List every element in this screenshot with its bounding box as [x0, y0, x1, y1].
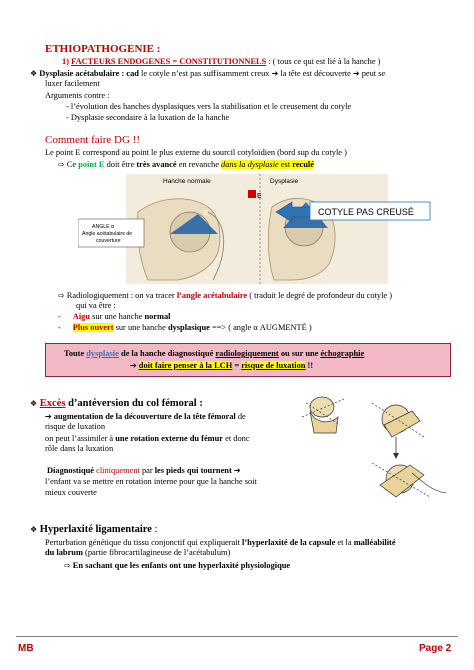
hyper-line1a: Perturbation génétique du tissu conjonctif qui expliquerait	[45, 538, 243, 547]
argument-item: - Dysplasie secondaire à la luxation de la hanche	[66, 113, 230, 122]
radio-plus-word: Plus ouvert	[72, 323, 114, 332]
arrow-right-icon: ➔	[271, 69, 279, 78]
box-g: doit faire penser à la LCH	[138, 361, 233, 370]
dysplasia-line	[30, 69, 385, 79]
factors-line	[62, 57, 380, 67]
cotyle-callout: COTYLE PAS CREUSÉ	[318, 207, 414, 217]
arrow-right-icon: ➔	[45, 412, 52, 421]
hyper-title	[30, 524, 157, 536]
hyper-line2	[45, 548, 230, 558]
hyper-line3	[64, 561, 290, 571]
diamond-bullet-icon: ❖	[30, 525, 38, 534]
factors-number: 1)	[62, 57, 69, 66]
femur-anteversion-figure	[300, 393, 450, 503]
dysplasia-term: Dysplasie acétabulaire :	[39, 69, 125, 78]
box-b: dysplasie	[86, 349, 119, 358]
dysplasia-label: Dysplasie	[270, 178, 299, 185]
hyper-colon: :	[151, 524, 158, 535]
antev-par: par	[139, 466, 155, 475]
dg-line2	[58, 160, 314, 170]
antev-line1-text: augmentation de la découverture de la tête fémoral	[51, 412, 236, 421]
dg-point-e: point E	[78, 160, 105, 169]
radio-aigu-word: Aigu	[72, 312, 91, 321]
footer-page-number: Page 2	[419, 643, 452, 654]
antev-line4: rôle dans la luxation	[45, 444, 114, 453]
box-line1	[64, 349, 364, 359]
diamond-bullet-icon: ❖	[30, 69, 38, 78]
antev-pieds: les pieds qui tournent	[154, 466, 232, 475]
radio-plus	[58, 323, 312, 333]
radio-arrow: ==> ( angle α AUGMENTÉ )	[209, 323, 312, 332]
footer-rule	[16, 636, 458, 637]
dg-mid: doit être	[104, 160, 137, 169]
box-i: risque de luxation	[241, 361, 306, 370]
antev-excess: Excès	[39, 398, 66, 409]
hyper-line1	[45, 538, 396, 548]
hyper-title-text: Hyperlaxité ligamentaire	[39, 524, 152, 535]
arrow-right-icon: ➔	[352, 69, 360, 78]
dg-mid2: en revanche	[176, 160, 222, 169]
box-f: échographie	[320, 349, 365, 358]
dg-est: est	[278, 160, 293, 169]
dg-line1: Le point E correspond au point le plus externe du sourcil cotyloïdien (bord sup du cotyle )	[45, 148, 347, 157]
radio-line2: qui va être :	[76, 301, 116, 310]
radio-plus-rest: sur une hanche	[113, 323, 168, 332]
outline-arrow-icon: ⇨	[58, 291, 65, 300]
radio-line1	[58, 291, 392, 301]
antev-line3c: et donc	[223, 434, 250, 443]
dg-dans: dans la dysplasie	[221, 160, 279, 169]
antev-line1	[45, 412, 246, 422]
factors-label: FACTEURS ENDOGENES = CONSTITUTIONNELS	[71, 57, 267, 66]
dysplasia-desc1: le cotyle n’est pas suffisamment creux	[138, 69, 272, 78]
antev-line2: risque de luxation	[45, 422, 106, 431]
arrow-right-icon: ➔	[233, 466, 241, 475]
box-line2	[130, 361, 313, 371]
box-a: Toute	[64, 349, 87, 358]
antev-line7: mieux couverte	[45, 488, 97, 497]
radio-normal: normal	[144, 312, 171, 321]
angle-box-line: ANGLE α	[92, 224, 115, 230]
antev-diag	[47, 466, 241, 476]
angle-box-line: Angle acétabulaire de	[82, 231, 133, 237]
footer-author: MB	[18, 643, 34, 654]
antev-line3	[45, 434, 250, 444]
radio-aigu-dash: -	[58, 312, 61, 321]
antev-diag-word: Diagnostiqué	[47, 466, 95, 475]
e-label-dysplasia: E	[257, 193, 262, 200]
hip-xray-figure	[78, 172, 448, 286]
dysplasia-cad: cad	[124, 69, 139, 78]
argument-item: - l’évolution des hanches dysplasiques vers la stabilisation et le creusement du cotyle	[66, 102, 352, 111]
antev-line6: l’enfant va se mettre en rotation interne pour que la hanche soit	[45, 477, 257, 486]
dysplasia-desc2: la tête est découverte	[278, 69, 353, 78]
normal-hip-label: Hanche normale	[163, 178, 211, 185]
hyper-line2a: du labrum	[45, 548, 83, 557]
e-label-normal: E	[204, 211, 209, 217]
hyper-line2b: (partie fibrocartilagineuse de l’acétabulum)	[82, 548, 231, 557]
antev-clin: cliniquement	[94, 466, 140, 475]
diamond-bullet-icon: ❖	[30, 399, 38, 408]
hyper-line3-text: En sachant que les enfants ont une hyperlaxité physiologique	[70, 561, 291, 570]
dg-ce: Ce	[64, 160, 79, 169]
box-e: ou sur une	[278, 349, 321, 358]
hyper-line1b: l’hyperlaxité de la capsule	[242, 538, 336, 547]
antev-title	[30, 398, 203, 410]
arrow-right-icon: ➔	[130, 361, 137, 370]
box-h: =	[232, 361, 242, 370]
radio-intro2: ( traduit le degré de profondeur du cotyle )	[247, 291, 393, 300]
hyper-line1d: malléabilité	[353, 538, 396, 547]
dg-recule: reculé	[292, 160, 314, 169]
radio-intro: Radiologiquement : on va tracer	[64, 291, 177, 300]
outline-arrow-icon: ⇨	[64, 561, 71, 570]
section-title: ETHIOPATHOGENIE :	[45, 43, 161, 55]
box-d: radiologiquement	[215, 349, 279, 358]
antev-line3a: on peut l’assimiler à	[45, 434, 116, 443]
angle-box-line: couverture	[96, 238, 121, 244]
radio-aigu-rest: sur une hanche	[90, 312, 145, 321]
dg-tres: très avancé	[136, 160, 177, 169]
box-j: !!	[305, 361, 314, 370]
dysplasia-desc3: peut se	[359, 69, 386, 78]
radio-plus-dash: -	[58, 323, 61, 332]
radio-angle: l’angle acétabulaire	[176, 291, 248, 300]
radio-aigu	[58, 312, 171, 322]
radio-dysplasique: dysplasique	[167, 323, 210, 332]
factors-rest: : ( tous ce qui est lié à la hanche )	[266, 57, 381, 66]
hyper-line1c: et la	[335, 538, 354, 547]
box-c: de la hanche diagnostiqué	[118, 349, 216, 358]
antev-line1b: de	[235, 412, 246, 421]
antev-line3b: une rotation externe du fémur	[115, 434, 224, 443]
dg-title: Comment faire DG !!	[45, 134, 140, 146]
outline-arrow-icon: ⇨	[58, 160, 65, 169]
dysplasia-line2: luxer facilement	[45, 79, 100, 88]
arguments-label: Arguments contre :	[45, 91, 110, 100]
antev-title-text: d’antéversion du col fémoral :	[65, 398, 203, 409]
